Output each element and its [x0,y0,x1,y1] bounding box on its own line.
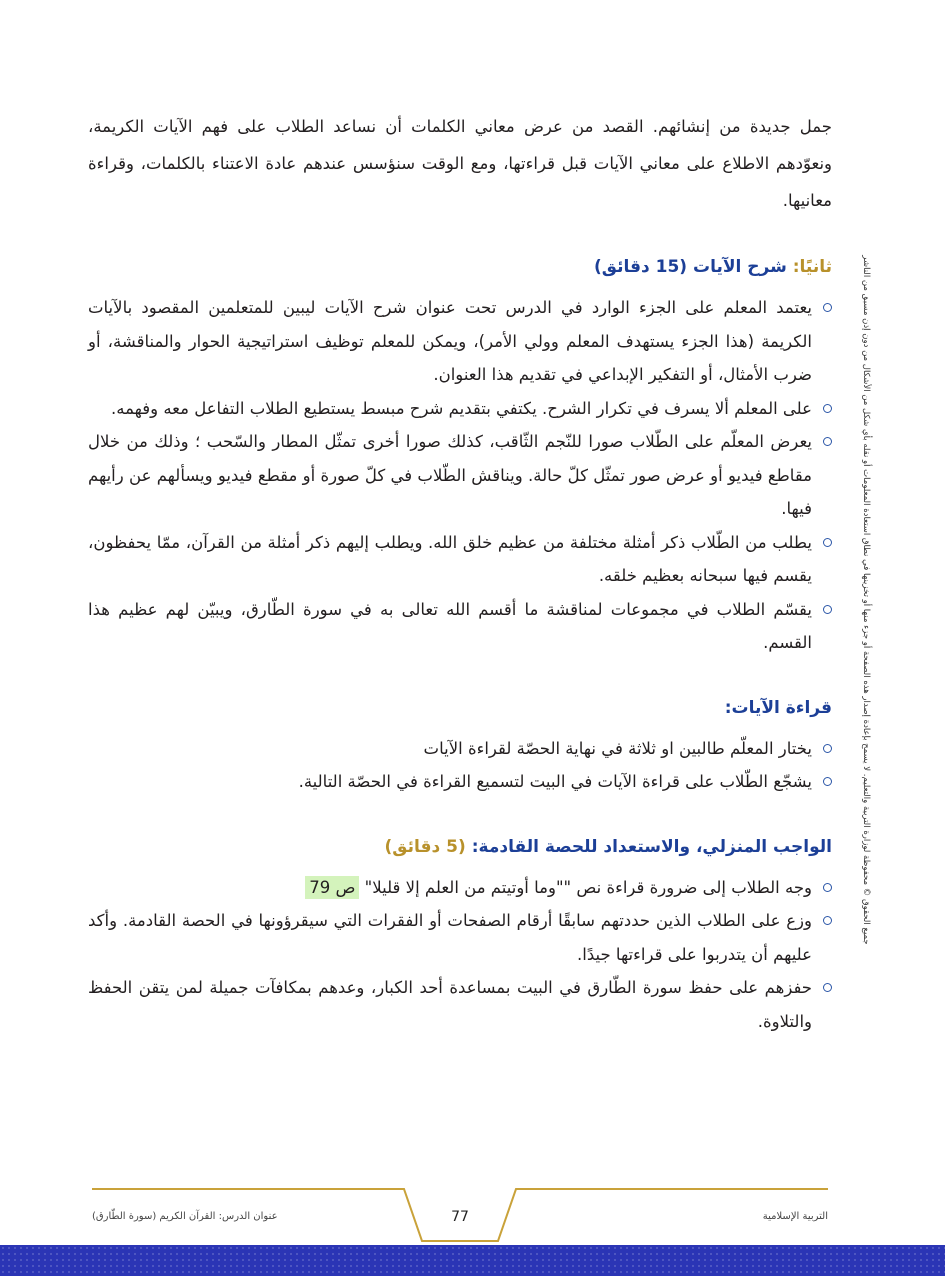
list-item: على المعلم ألا يسرف في تكرار الشرح. يكتفي بتقديم شرح مبسط يستطيع الطلاب التفاعل معه وفهمه. [88,392,832,426]
circle-bullet-icon [823,538,832,547]
list-item: وزع على الطلاب الذين حددتهم سابقًا أرقام الصفحات أو الفقرات التي سيقرؤونها في الحصة القادمة. وأكد عليهم أن يتدربوا على قراءتها جيدًا. [88,904,832,971]
main-content [88,108,832,1072]
circle-bullet-icon [823,983,832,992]
list-item: يختار المعلّم طالبين او ثلاثة في نهاية الحصّة لقراءة الآيات [88,732,832,766]
circle-bullet-icon [823,883,832,892]
section-explain-list [88,291,832,660]
list-item: حفزهم على حفظ سورة الطّارق في البيت بمساعدة أحد الكبار، وعدهم بمكافآت جميلة لمن يتقن الحفظ والتلاوة. [88,971,832,1038]
footer-color-band [0,1245,945,1276]
list-item: يعتمد المعلم على الجزء الوارد في الدرس تحت عنوان شرح الآيات ليبين للمتعلمين المقصود بالآيات الكريمة (هذا الجزء يستهدف المعلم وولي الأمر)، ويمكن للمعلم توظيف استراتيجية الحوار والمناقشة، أو ضرب الأمثال، أو التفكير الإبداعي في تقديم هذا العنوان. [88,291,832,392]
section-explain-title: شرح الآيات (15 دقائق) [593,257,787,277]
circle-bullet-icon [823,777,832,786]
section-read-list [88,732,832,799]
circle-bullet-icon [823,303,832,312]
circle-bullet-icon [823,744,832,753]
page-reference-highlight: ص 79 [305,876,359,899]
list-item: يقسّم الطلاب في مجموعات لمناقشة ما أقسم الله تعالى به في سورة الطّارق، ويبيّن لهم عظيم هذا القسم. [88,593,832,660]
section-homework-heading [88,833,832,861]
circle-bullet-icon [823,916,832,925]
list-item: يشجّع الطّلاب على قراءة الآيات في البيت لتسميع القراءة في الحصّة التالية. [88,765,832,799]
footer-subject: التربية الإسلامية [762,1211,828,1222]
circle-bullet-icon [823,404,832,413]
page-number: 77 [451,1209,469,1225]
section-homework-list [88,871,832,1039]
section-homework-label: الواجب المنزلي، والاستعداد للحصة القادمة: [465,836,832,857]
list-item: وجه الطلاب إلى ضرورة قراءة نص ""وما أوتيتم من العلم إلا قليلا" ص 79 [88,871,832,905]
circle-bullet-icon [823,437,832,446]
copyright-text: جميع الحقوق © محفوظة لوزارة التربية والتعليم. لا يسمح بإعادة إصدار هذه الصفحة أو جزء منها أو تخزينها في نطاق استعادة المعلومات أو نقله بأي شكل من الأشكال من دون إذن مسبق من الناشر [861,255,871,945]
section-homework-time: (5 دقائق) [384,836,466,857]
section-read-title: قراءة الآيات: [724,697,832,718]
page-footer [92,1183,828,1245]
footer-lesson-title: عنوان الدرس: القرآن الكريم (سورة الطّارق) [92,1211,278,1222]
circle-bullet-icon [823,605,832,614]
list-item: يطلب من الطّلاب ذكر أمثلة مختلفة من عظيم خلق الله. ويطلب إليهم ذكر أمثلة من القرآن، ممّا يحفظون، يقسم فيها سبحانه بعظيم خلقه. [88,526,832,593]
copyright-side-note [846,200,886,1000]
section-read-heading [88,694,832,722]
section-explain-heading [88,253,832,281]
section-explain-label: ثانيًا: [786,257,832,277]
intro-paragraph: جمل جديدة من إنشائهم. القصد من عرض معاني الكلمات أن نساعد الطلاب على فهم الآيات الكريمة، ونعوّدهم الاطلاع على معاني الآيات قبل قراءتها، ومع الوقت سنؤسس عندهم عادة الاعتناء بالكلمات، وقراءة معانيها. [88,117,832,210]
list-item: يعرض المعلّم على الطّلاب صورا للنّجم الثّاقب، كذلك صورا أخرى تمثّل المطار والسّحب ؛ وذلك من خلال مقاطع فيديو أو عرض صور تمثّل كلّ حالة. ويناقش الطّلاب في كلّ صورة أو مقطع فيديو ويسألهم عن رأيهم فيها. [88,425,832,526]
